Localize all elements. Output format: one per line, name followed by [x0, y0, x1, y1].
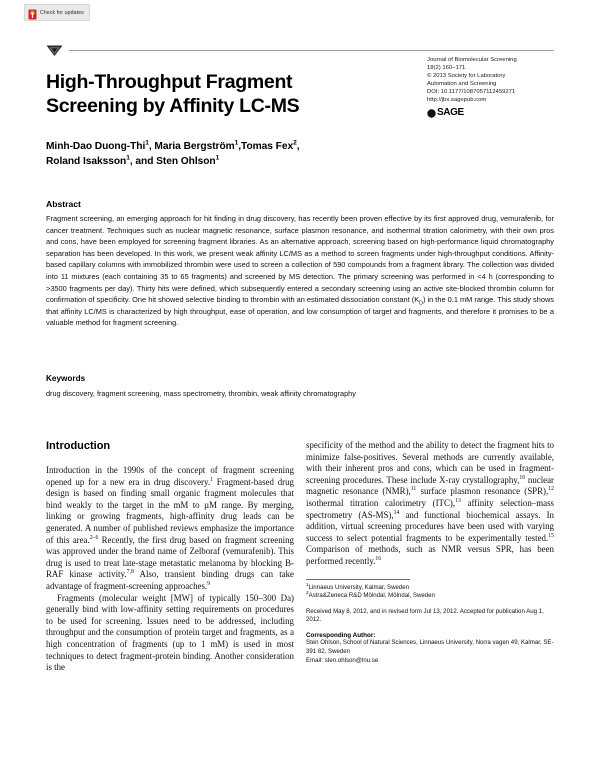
citation-14[interactable]: 14	[393, 509, 400, 516]
introduction-heading: Introduction	[46, 440, 111, 452]
author-5: , and Sten Ohlson	[129, 155, 216, 167]
journal-meta	[427, 56, 577, 118]
sage-publisher-logo	[427, 109, 577, 118]
keywords-list: drug discovery, fragment screening, mass spectrometry, thrombin, weak affinity chromatography	[46, 389, 356, 398]
author-4-affiliation: 1	[126, 154, 130, 162]
citation-10[interactable]: 10	[519, 474, 526, 481]
corresponding-author-heading: Corresponding Author:	[306, 631, 376, 639]
intro-p1-a: Introduction in the 1990s of the concept of fragment screening opened up for a new era in drug discovery.	[46, 465, 294, 487]
footnote-spacer	[306, 601, 554, 608]
abstract-heading: Abstract	[46, 199, 81, 209]
intro-p3-g: Comparison of methods, such as NMR versus SPR, has been performed recently.	[306, 544, 554, 566]
journal-doi[interactable]: DOI: 10.1177/1087057112459271	[427, 89, 516, 96]
citation-12[interactable]: 12	[548, 486, 555, 493]
keywords-heading: Keywords	[46, 374, 86, 383]
author-list	[46, 140, 466, 169]
author-2-affiliation: 1	[234, 139, 239, 147]
citation-9[interactable]: 9	[207, 580, 211, 587]
crossmark-icon	[28, 7, 37, 18]
author-4: Roland Isaksson	[46, 155, 127, 167]
journal-url[interactable]: http://jbx.sagepub.com	[427, 97, 487, 104]
body-column-right	[306, 440, 554, 665]
intro-p1-d: Also, transient binding drugs can take advantage of fragment-screening approaches.	[46, 569, 294, 591]
author-2: , Maria Bergström	[148, 141, 235, 152]
received-dates: Received May 8, 2012, and in revised form Jul 13, 2012. Accepted for publication Aug 1, 2012.	[306, 607, 544, 624]
abstract-text-part2: ) in the 0.1 mM range. This study shows that affinity LC/MS is characterized by high throughput, ease of operation, and low consumption of target and fragments, and therefore it promises to be a valuable method for fragment screening.	[46, 295, 554, 328]
intro-p1-b: Fragment-based drug design is based on finding small organic fragment molecules that bind weakly to the target in the mM to µM range. By merging, linking or growing fragments, high-affinity drug leads can be generated. A number of published reviews emphasize the importance of this area.	[46, 476, 294, 545]
intro-p3-e: affinity selection–mass spectrometry (AS-MS),	[306, 497, 554, 520]
author-1: Minh-Dao Duong-Thi	[46, 141, 146, 152]
abstract-body	[46, 213, 554, 329]
check-for-updates-label: Check for updates	[40, 9, 84, 16]
journal-copyright-cont: Automation and Screening	[427, 81, 497, 88]
footnote-divider	[306, 579, 410, 580]
intro-p3-f: and functional biochemical assays. In addition, virtual screening procedures have been used with varying success to select potential fragments to be experimentally tested.	[306, 509, 554, 543]
author-5-affiliation: 1	[215, 154, 220, 162]
citation-15[interactable]: 15	[548, 532, 554, 539]
sage-circle-icon	[427, 109, 436, 118]
intro-paragraph-2: Fragments (molecular weight [MW] of typically 150–300 Da) generally bind with low-affinity setting requirements on procedures to be used for screening. Issues need to be addressed, including throughput and the consumption of protein target and fragments, as a high concentration of fragments (up to 1 mM) is used in most techniques to detect fragment-protein binding. Another consideration is the	[46, 592, 294, 673]
affiliation-1-text: Linnaeus University, Kalmar, Sweden	[308, 583, 410, 591]
body-column-left	[46, 440, 294, 674]
kd-subscript: D	[419, 300, 423, 307]
author-separator: ,	[296, 141, 300, 152]
intro-p3-a: specificity of the method and the ability to detect the fragment hits to minimize false-positives. Several methods are currently available, with their inherent pros and cons, which can be used in fragment-screening procedures. These include X-ray crystallography,	[306, 440, 554, 485]
affiliation-2-text: Astra&Zeneca R&D Mölndal, Mölndal, Sweden	[308, 592, 435, 600]
citation-13[interactable]: 13	[455, 498, 461, 504]
author-3: ,Tomas Fex	[238, 141, 294, 152]
intro-p3-c: surface plasmon resonance (SPR),	[416, 486, 549, 497]
affiliation-1-marker: 1	[306, 581, 309, 587]
abstract-text-part1: Fragment screening, an emerging approach for hit finding in drug discovery, has recently been proven effective by its first approved drug, vemurafenib, for cancer treatment. Techniques such as nuclear magnetic resonance, surface plasmon resonance, and isothermal titration calorimetry, with their own pros and cons, have been employed for screening fragment libraries. As an alternative approach, screening based on high-performance liquid chromatography separation has been developed. In this work, we present weak affinity LC/MS as a method to screen fragments under high-throughput conditions. Affinity-based capillary columns with immobilized thrombin were used to screen a collection of 590 compounds from a fragment library. The collection was divided into 11 mixtures (each containing 35 to 65 fragments) and screened by MS detection. The primary screening was performed in <4 h (corresponding to >3500 fragments per day). Thirty hits were defined, which subsequently entered a secondary screening using an active site-blocked thrombin column for confirmation of specificity. One hit showed selective binding to thrombin with an estimated dissociation constant (K	[46, 214, 554, 305]
affiliation-2-marker: 2	[306, 590, 309, 596]
journal-copyright: © 2013 Society for Laboratory	[427, 73, 506, 80]
header-rule	[69, 50, 554, 51]
intro-p3-b: nuclear magnetic resonance (NMR),	[306, 474, 554, 497]
triangle-ornament-icon	[46, 44, 63, 57]
author-1-affiliation: 1	[145, 139, 149, 147]
intro-paragraph-1	[46, 465, 294, 593]
journal-volume-pages: 18(2) 160–171	[427, 65, 466, 72]
sage-wordmark: SAGE	[437, 107, 464, 119]
citation-2-6[interactable]: 2–6	[89, 534, 99, 541]
citation-11[interactable]: 11	[410, 486, 417, 493]
check-for-updates-badge[interactable]	[24, 4, 90, 21]
intro-p1-c: Recently, the first drug based on fragment screening was approved under the brand name of Zelboraf (vemurafenib). This drug is used to treat late-stage metastatic melanoma by blocking B-RAF kinase activity.	[46, 534, 294, 580]
citation-7-8[interactable]: 7,8	[126, 569, 134, 576]
citation-1[interactable]: 1	[210, 476, 213, 483]
intro-p3-d: isothermal titration calorimetry (ITC),	[306, 497, 456, 508]
page-title: High-Throughput Fragment Screening by Affinity LC-MS	[46, 71, 300, 118]
journal-name: Journal of Biomolecular Screening	[427, 57, 517, 63]
corresponding-author-address: Sten Ohlson, School of Natural Sciences, Linnaeus University, Norra vagen 49, Kalmar, SE-391 82, Sweden	[306, 639, 554, 655]
citation-16[interactable]: 16	[375, 555, 382, 562]
affiliation-2	[306, 592, 554, 601]
footnote-spacer-2	[306, 625, 554, 632]
corresponding-author-email[interactable]: Email: sten.ohlson@lnu.se	[306, 656, 379, 664]
author-3-affiliation: 2	[293, 139, 297, 147]
intro-paragraph-3	[306, 440, 554, 568]
